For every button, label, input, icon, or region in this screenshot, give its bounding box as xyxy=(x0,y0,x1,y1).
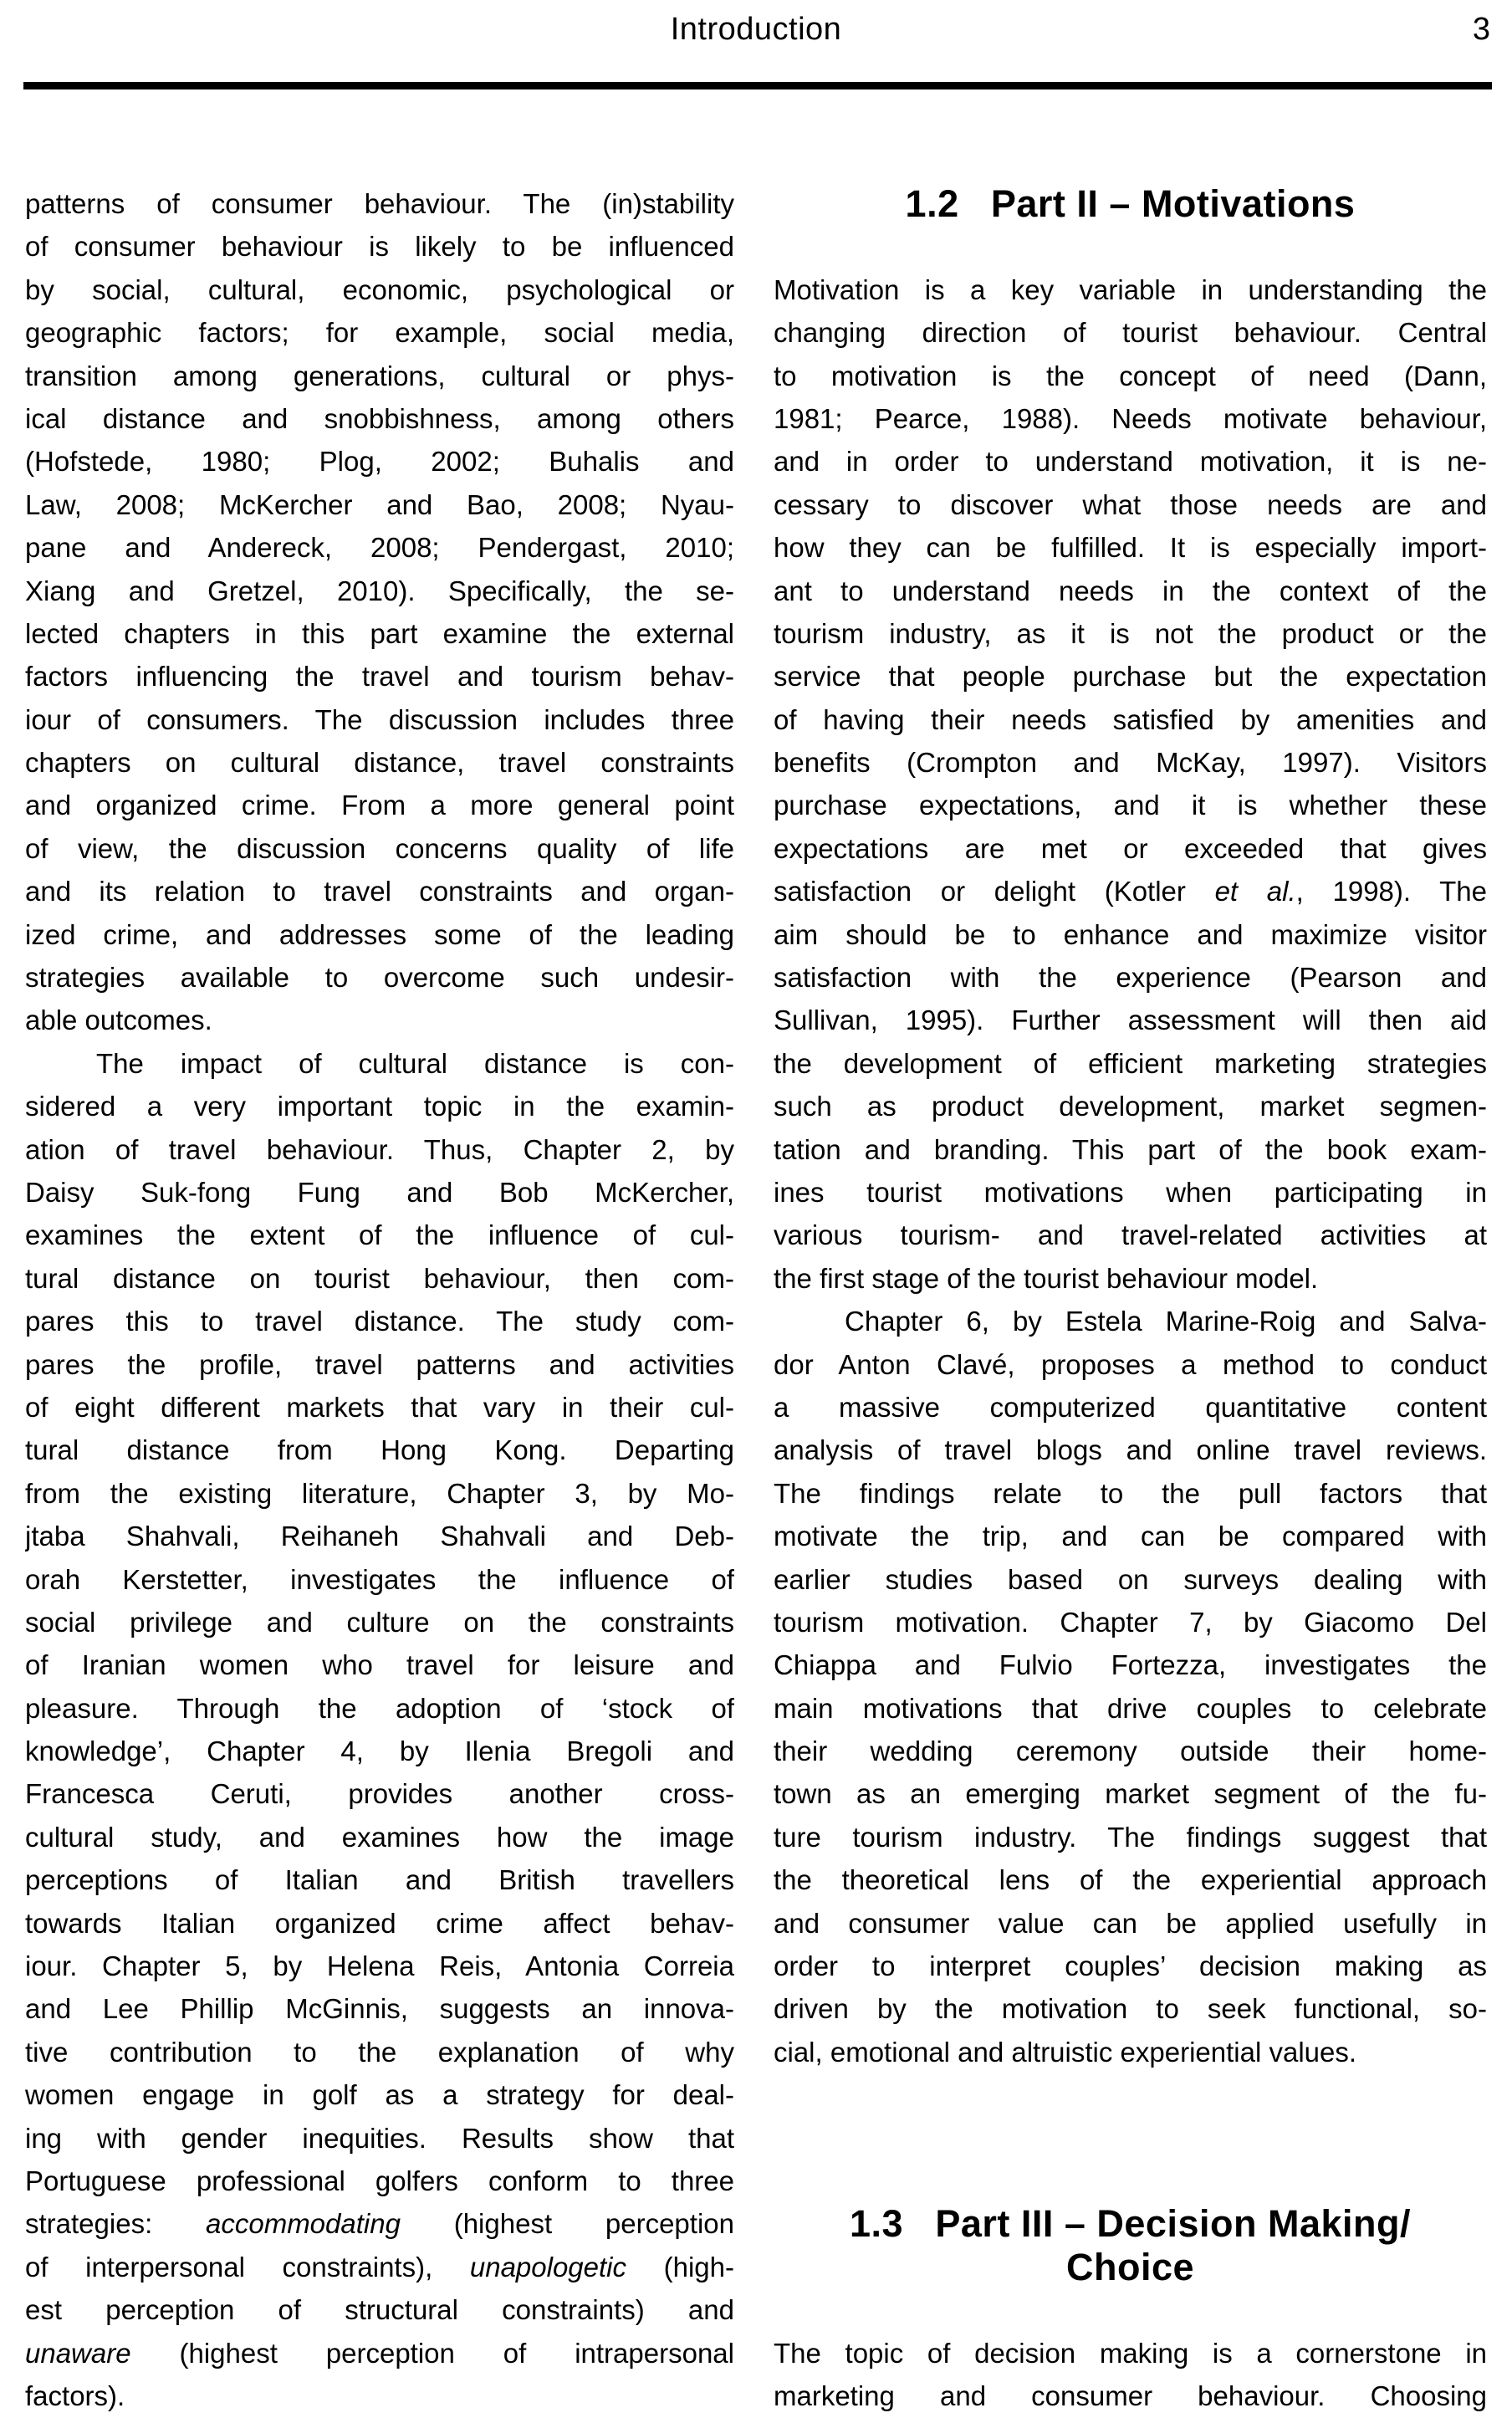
text-line: tural distance from Hong Kong. Departing xyxy=(25,1434,734,1466)
text-line: iour. Chapter 5, by Helena Reis, Antonia Correia xyxy=(25,1950,734,1982)
text-line: able outcomes. xyxy=(25,1005,212,1036)
text-line: jtaba Shahvali, Reihaneh Shahvali and Deb- xyxy=(25,1521,734,1552)
text-line: and organized crime. From a more general point xyxy=(25,790,734,821)
text-line: unaware (highest perception of intrapersonal xyxy=(25,2337,734,2369)
text-line: of interpersonal constraints), unapologetic (high- xyxy=(25,2251,734,2283)
text-line: benefits (Crompton and McKay, 1997). Visitors xyxy=(774,747,1487,779)
text-line: and in order to understand motivation, it is ne- xyxy=(774,446,1487,478)
text-line: 1981; Pearce, 1988). Needs motivate behaviour, xyxy=(774,402,1487,434)
text-line: dor Anton Clavé, proposes a method to conduct xyxy=(774,1348,1487,1380)
text-line: tural distance on tourist behaviour, then com- xyxy=(25,1262,734,1294)
text-line: tourism industry, as it is not the product or the xyxy=(774,617,1487,649)
text-line: orah Kerstetter, investigates the influence of xyxy=(25,1563,734,1595)
text-line: knowledge’, Chapter 4, by Ilenia Bregoli and xyxy=(25,1736,734,1767)
section-number: 1.3 xyxy=(850,2202,904,2246)
text-line: geographic factors; for example, social media, xyxy=(25,317,734,349)
header-rule xyxy=(23,82,1492,89)
text-line: tive contribution to the explanation of why xyxy=(25,2036,734,2068)
text-line: the first stage of the tourist behaviour model. xyxy=(774,1262,1319,1294)
text-line: Portuguese professional golfers conform to three xyxy=(25,2165,734,2196)
text-line: pane and Andereck, 2008; Pendergast, 2010; xyxy=(25,532,734,564)
text-line: the development of efficient marketing strategies xyxy=(774,1047,1487,1079)
section-body-decision xyxy=(774,2332,1487,2418)
text-line: changing direction of tourist behaviour. Central xyxy=(774,317,1487,349)
text-line: and consumer value can be applied usefully in xyxy=(774,1907,1487,1939)
text-line: cultural study, and examines how the image xyxy=(25,1821,734,1853)
text-line: ture tourism industry. The findings suggest that xyxy=(774,1821,1487,1853)
text-line: tation and branding. This part of the book exam- xyxy=(774,1133,1487,1165)
text-line: how they can be fulfilled. It is especially import- xyxy=(774,532,1487,564)
text-line: (Hofstede, 1980; Plog, 2002; Buhalis and xyxy=(25,446,734,478)
section-body-motivations xyxy=(774,268,1487,2073)
text-line: of eight different markets that vary in their cul- xyxy=(25,1391,734,1423)
text-line: cessary to discover what those needs are and xyxy=(774,488,1487,520)
right-column xyxy=(774,182,1487,2418)
text-line: marketing and consumer behaviour. Choosing xyxy=(774,2380,1487,2412)
text-line: analysis of travel blogs and online travel reviews. xyxy=(774,1434,1487,1466)
text-line: service that people purchase but the expectation xyxy=(774,661,1487,693)
text-line: and Lee Phillip McGinnis, suggests an innova- xyxy=(25,1993,734,2025)
text-line: satisfaction or delight (Kotler et al., 1998). The xyxy=(774,876,1487,907)
text-line: The topic of decision making is a cornerstone in xyxy=(774,2338,1487,2369)
text-line: order to interpret couples’ decision making as xyxy=(774,1950,1487,1982)
text-line: a massive computerized quantitative content xyxy=(774,1391,1487,1423)
text-line: social privilege and culture on the constraints xyxy=(25,1606,734,1638)
text-line: ines tourist motivations when participating in xyxy=(774,1177,1487,1208)
text-line: ant to understand needs in the context of the xyxy=(774,575,1487,606)
page-number: 3 xyxy=(1472,12,1490,47)
text-line: of having their needs satisfied by amenities and xyxy=(774,703,1487,735)
text-line: ation of travel behaviour. Thus, Chapter 2, by xyxy=(25,1133,734,1165)
text-line: from the existing literature, Chapter 3, by Mo- xyxy=(25,1477,734,1509)
section-title-line1 xyxy=(774,2202,1487,2245)
text-line: by social, cultural, economic, psychological or xyxy=(25,273,734,305)
text-line: perceptions of Italian and British travellers xyxy=(25,1864,734,1896)
text-line: and its relation to travel constraints and organ- xyxy=(25,876,734,907)
text-line: iour of consumers. The discussion includes three xyxy=(25,703,734,735)
text-line: est perception of structural constraints) and xyxy=(25,2294,734,2326)
text-line: lected chapters in this part examine the external xyxy=(25,617,734,649)
text-line: Motivation is a key variable in understanding the xyxy=(774,273,1487,305)
text-line: towards Italian organized crime affect behav- xyxy=(25,1907,734,1939)
text-line: strategies: accommodating (highest perception xyxy=(25,2208,734,2240)
section-number: 1.2 xyxy=(905,182,959,225)
text-line: purchase expectations, and it is whether these xyxy=(774,790,1487,821)
text-line: to motivation is the concept of need (Dann, xyxy=(774,360,1487,391)
text-line: pleasure. Through the adoption of ‘stock of xyxy=(25,1692,734,1724)
text-line: women engage in golf as a strategy for deal- xyxy=(25,2079,734,2111)
text-line: Xiang and Gretzel, 2010). Specifically, the se- xyxy=(25,575,734,606)
text-line: such as product development, market segmen- xyxy=(774,1091,1487,1122)
text-line: factors). xyxy=(25,2380,125,2411)
text-line: tourism motivation. Chapter 7, by Giacomo Del xyxy=(774,1606,1487,1638)
text-line: town as an emerging market segment of the fu- xyxy=(774,1778,1487,1810)
text-line: main motivations that drive couples to celebrate xyxy=(774,1692,1487,1724)
left-column xyxy=(25,182,734,2417)
section-title: Part II – Motivations xyxy=(990,182,1356,225)
text-line: pares the profile, travel patterns and activities xyxy=(25,1348,734,1380)
text-line: sidered a very important topic in the examin- xyxy=(25,1091,734,1122)
section-heading-1-2 xyxy=(774,182,1487,268)
text-line: examines the extent of the influence of cul- xyxy=(25,1219,734,1251)
text-line: Francesca Ceruti, provides another cross- xyxy=(25,1778,734,1810)
text-line: ized crime, and addresses some of the leading xyxy=(25,918,734,950)
text-line: motivate the trip, and can be compared with xyxy=(774,1521,1487,1552)
text-line: Chiappa and Fulvio Fortezza, investigates the xyxy=(774,1649,1487,1681)
text-line: of view, the discussion concerns quality of life xyxy=(25,832,734,864)
text-line: of consumer behaviour is likely to be influenced xyxy=(25,231,734,263)
text-line: strategies available to overcome such undesir- xyxy=(25,962,734,994)
text-line: of Iranian women who travel for leisure and xyxy=(25,1649,734,1681)
text-line: Daisy Suk-fong Fung and Bob McKercher, xyxy=(25,1176,734,1208)
text-line: Sullivan, 1995). Further assessment will then aid xyxy=(774,1005,1487,1036)
text-line: The impact of cultural distance is con- xyxy=(96,1047,734,1079)
text-line: pares this to travel distance. The study com- xyxy=(25,1306,734,1337)
text-line: aim should be to enhance and maximize visitor xyxy=(774,918,1487,950)
text-line: ing with gender inequities. Results show that xyxy=(25,2122,734,2154)
text-line: satisfaction with the experience (Pearson and xyxy=(774,962,1487,994)
text-line: earlier studies based on surveys dealing with xyxy=(774,1563,1487,1595)
text-line: expectations are met or exceeded that gives xyxy=(774,832,1487,864)
text-line: ical distance and snobbishness, among others xyxy=(25,402,734,434)
text-line: cial, emotional and altruistic experiential values. xyxy=(774,2036,1357,2068)
section-title-line2: Choice xyxy=(1065,2245,1195,2288)
section-title: Part III – Decision Making/ xyxy=(935,2202,1411,2246)
text-line: Law, 2008; McKercher and Bao, 2008; Nyau- xyxy=(25,488,734,520)
text-line: patterns of consumer behaviour. The (in)stability xyxy=(25,188,734,219)
text-line: transition among generations, cultural or phys- xyxy=(25,360,734,391)
running-head: Introduction xyxy=(670,12,842,47)
text-line: Chapter 6, by Estela Marine-Roig and Salva- xyxy=(845,1306,1487,1337)
section-heading-1-3 xyxy=(774,2202,1487,2288)
text-line: The findings relate to the pull factors that xyxy=(774,1477,1487,1509)
text-line: chapters on cultural distance, travel constraints xyxy=(25,747,734,779)
text-line: factors influencing the travel and tourism behav- xyxy=(25,661,734,693)
text-line: driven by the motivation to seek functional, so- xyxy=(774,1993,1487,2025)
text-line: various tourism- and travel-related activities at xyxy=(774,1219,1487,1251)
text-line: their wedding ceremony outside their home- xyxy=(774,1736,1487,1767)
text-line: the theoretical lens of the experiential approach xyxy=(774,1864,1487,1896)
